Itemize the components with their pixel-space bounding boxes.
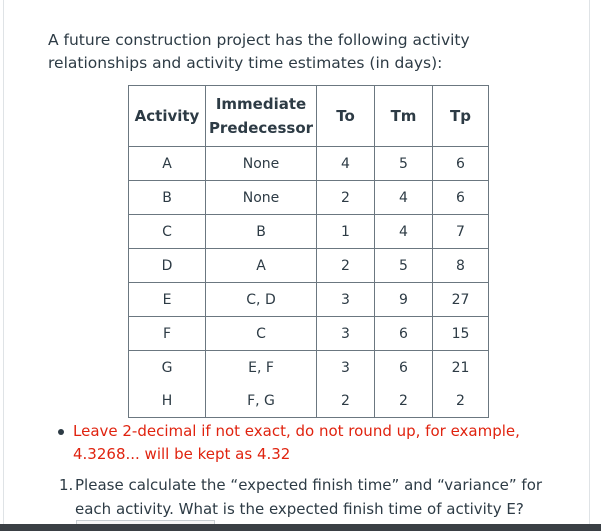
cell-tp: 2	[433, 384, 489, 418]
table-row	[129, 283, 489, 317]
header-pred-line2: Predecessor	[208, 119, 314, 137]
intro-text: A future construction project has the following activity relationships and activity time estimates (in days):	[48, 31, 470, 72]
cell-predecessor: A	[206, 249, 317, 283]
cell-tp: 6	[433, 181, 489, 215]
cell-to: 3	[317, 317, 375, 351]
rounding-note-text: Leave 2-decimal if not exact, do not round up, for example, 4.3268... will be kept as 4.32	[73, 422, 520, 463]
table-row	[129, 147, 489, 181]
cell-to: 3	[317, 351, 375, 385]
cell-tm: 5	[375, 249, 433, 283]
cell-activity: D	[129, 249, 206, 283]
cell-to: 3	[317, 283, 375, 317]
table-header-row	[129, 86, 489, 147]
header-activity: Activity	[129, 86, 206, 147]
cell-tm: 5	[375, 147, 433, 181]
cell-tm: 4	[375, 181, 433, 215]
cell-activity: H	[129, 384, 206, 418]
cell-tm: 6	[375, 351, 433, 385]
cell-predecessor: None	[206, 181, 317, 215]
rounding-note	[57, 420, 577, 466]
question-number: 1.	[59, 476, 74, 494]
header-pred-line1: Immediate	[215, 95, 307, 113]
cell-predecessor: C, D	[206, 283, 317, 317]
table-row	[129, 317, 489, 351]
cell-tm: 2	[375, 384, 433, 418]
cell-tp: 15	[433, 317, 489, 351]
cell-to: 2	[317, 181, 375, 215]
cell-tm: 4	[375, 215, 433, 249]
table-row	[129, 249, 489, 283]
cell-tp: 27	[433, 283, 489, 317]
question-text: Please calculate the “expected finish time” and “variance” for each activity. What is the expected finish time of activity E?	[75, 476, 543, 518]
question-page	[3, 0, 590, 531]
cell-activity: F	[129, 317, 206, 351]
header-tm: Tm	[375, 86, 433, 147]
header-tp: Tp	[433, 86, 489, 147]
cell-predecessor: F, G	[206, 384, 317, 418]
table-row	[129, 384, 489, 418]
cell-predecessor: E, F	[206, 351, 317, 385]
cell-activity: E	[129, 283, 206, 317]
cell-tm: 6	[375, 317, 433, 351]
bullet-icon	[58, 429, 64, 435]
cell-to: 2	[317, 249, 375, 283]
cell-activity: G	[129, 351, 206, 385]
cell-activity: B	[129, 181, 206, 215]
table-row	[129, 181, 489, 215]
table-row	[129, 215, 489, 249]
cell-predecessor: C	[206, 317, 317, 351]
cell-tm: 9	[375, 283, 433, 317]
table-row	[129, 351, 489, 385]
cell-tp: 6	[433, 147, 489, 181]
cell-to: 2	[317, 384, 375, 418]
cell-predecessor: None	[206, 147, 317, 181]
question-1	[59, 473, 569, 521]
cell-tp: 21	[433, 351, 489, 385]
activity-table	[128, 85, 489, 418]
bottom-bar	[0, 524, 601, 531]
cell-activity: A	[129, 147, 206, 181]
cell-tp: 7	[433, 215, 489, 249]
cell-tp: 8	[433, 249, 489, 283]
cell-activity: C	[129, 215, 206, 249]
header-predecessor	[206, 86, 317, 147]
header-to: To	[317, 86, 375, 147]
cell-to: 1	[317, 215, 375, 249]
cell-predecessor: B	[206, 215, 317, 249]
cell-to: 4	[317, 147, 375, 181]
